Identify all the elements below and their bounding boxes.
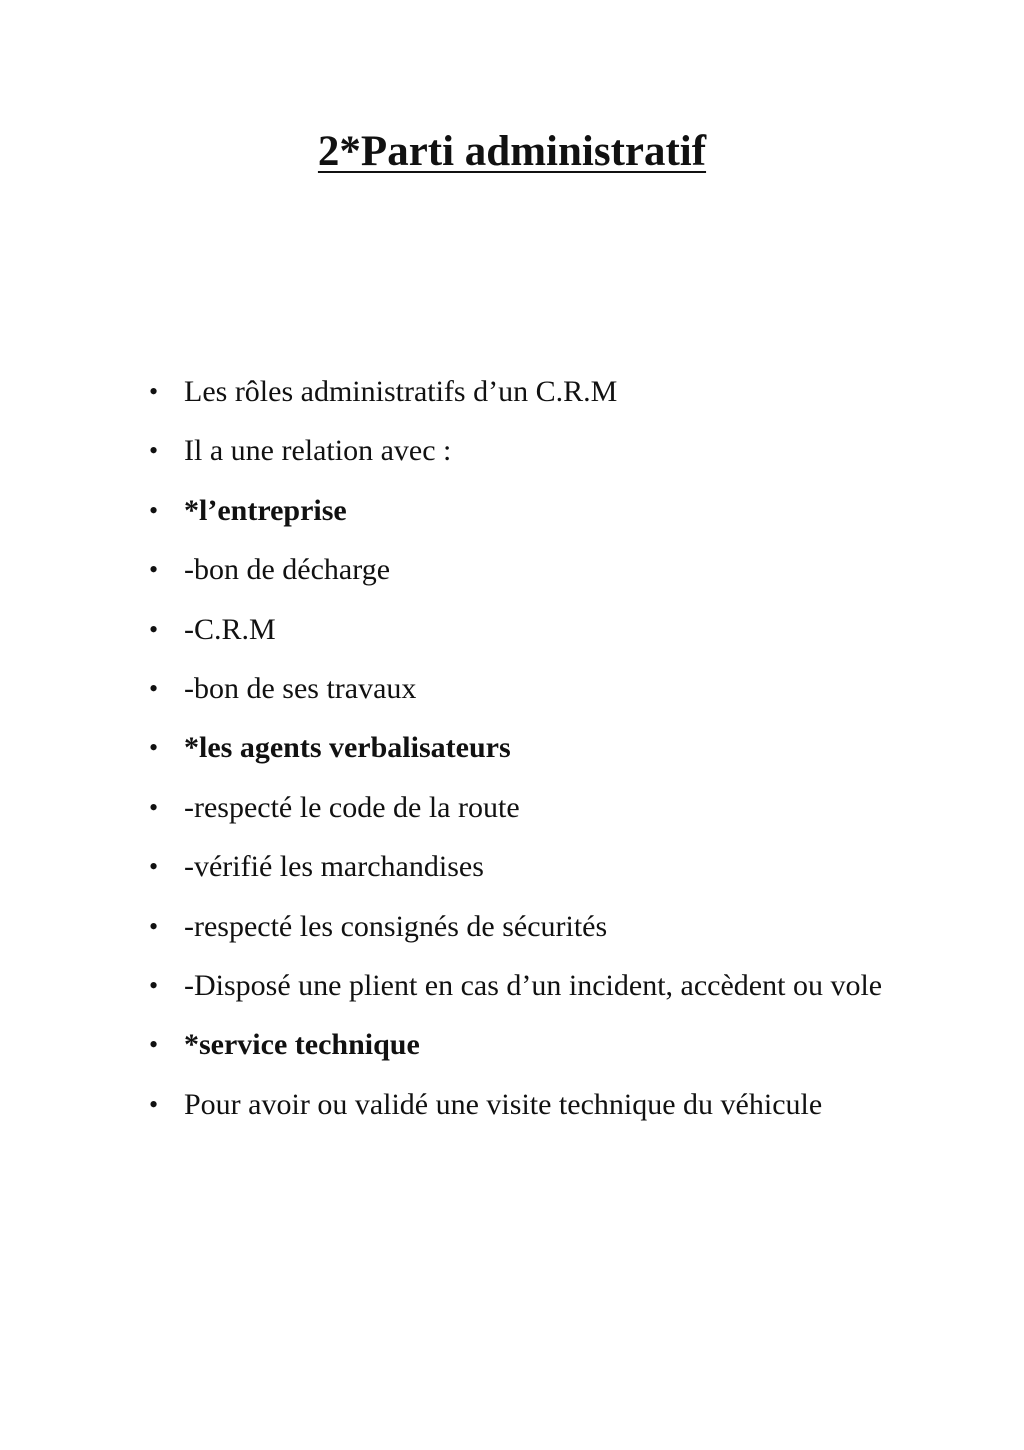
list-item-text: *service technique [184,1028,420,1062]
list-item-text: Pour avoir ou validé une visite technique du véhicule [184,1087,823,1121]
list-item [0,778,1024,837]
list-item [0,956,1024,1015]
list-item [0,362,1024,421]
list-item [0,897,1024,956]
bullet-icon: • [149,377,159,406]
bullet-icon: • [149,911,159,941]
list-item [0,1015,1024,1074]
bullet-icon: • [149,555,159,585]
list-item [0,1075,900,1134]
bullet-icon: • [149,792,159,822]
bullet-list [0,362,1024,1134]
list-item [0,837,1024,896]
list-item [0,421,1024,480]
list-item-text: -respecté le code de la route [184,790,520,824]
bullet-icon: • [149,733,159,763]
page-title [0,124,1024,180]
list-item [0,600,1024,659]
list-item-text: Il a une relation avec : [184,434,452,468]
list-item [0,659,1024,718]
bullet-icon: • [149,1030,159,1060]
list-item-text: -bon de décharge [184,553,391,587]
list-item-text: Les rôles administratifs d’un C.R.M [184,375,618,408]
list-item-text: -Disposé une plient en cas d’un incident, accèdent ou vole [184,969,883,1003]
bullet-icon: • [149,1089,159,1119]
bullet-icon: • [149,971,159,1001]
list-item-text: -bon de ses travaux [184,672,417,706]
list-item-text: -respecté les consignés de sécurités [184,909,608,943]
bullet-icon: • [149,614,159,644]
bullet-icon: • [149,674,159,704]
list-item-text: -C.R.M [184,612,276,646]
list-item-text: *l’entreprise [184,493,347,527]
list-item [0,481,1024,540]
list-item [0,718,1024,777]
bullet-icon: • [149,495,159,525]
list-item-text: *les agents verbalisateurs [184,731,511,765]
bullet-icon: • [149,436,159,466]
list-item [0,540,1024,599]
list-item-text: -vérifié les marchandises [184,850,484,884]
bullet-icon: • [149,852,159,882]
page-title-text: 2*Parti administratif [317,128,707,175]
